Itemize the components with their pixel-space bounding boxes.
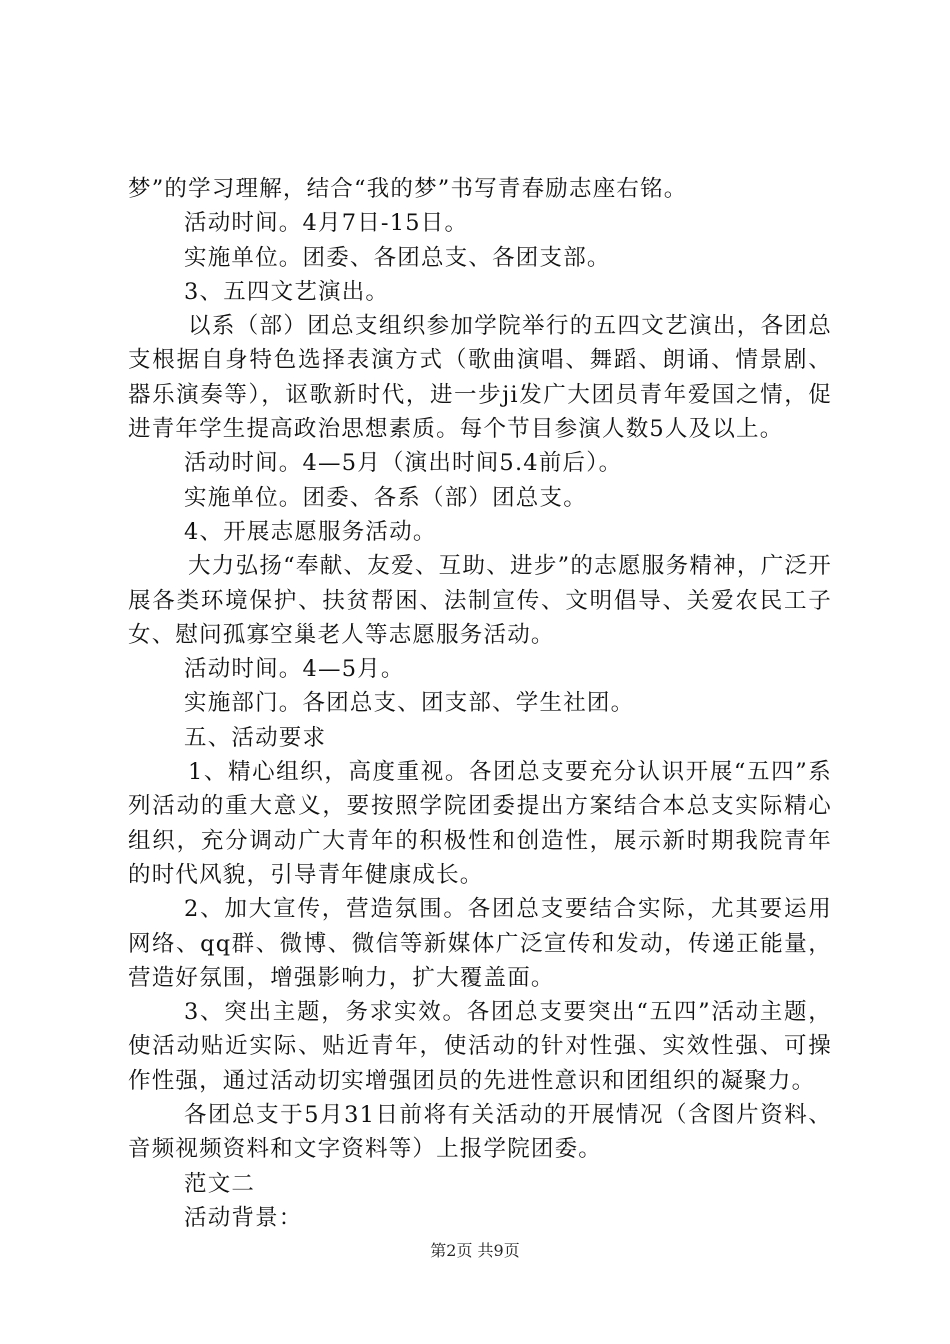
paragraph: 3、五四文艺演出。 xyxy=(184,278,390,305)
paragraph: 各团总支于5月31日前将有关活动的开展情况（含图片资料、音频视频资料和文字资料等）上报学院团委。 xyxy=(128,1102,832,1163)
paragraph: 1、精心组织，高度重视。各团总支要充分认识开展“五四”系列活动的重大意义，要按照学院团委提出方案结合本总支实际精心组织，充分调动广大青年的积极性和创造性，展示新时期我院青年的时代风貌，引导青年健康成长。 xyxy=(128,759,832,888)
paragraph: 3、突出主题，务求实效。各团总支要突出“五四”活动主题，使活动贴近实际、贴近青年，使活动的针对性强、实效性强、可操作性强，通过活动切实增强团员的先进性意识和团组织的凝聚力。 xyxy=(128,999,832,1094)
paragraph: 活动时间。4—5月。 xyxy=(184,656,405,683)
paragraph: 实施部门。各团总支、团支部、学生社团。 xyxy=(184,690,635,717)
paragraph: 活动时间。4—5月（演出时间5.4前后）。 xyxy=(184,450,623,477)
paragraph: 活动时间。4月7日-15日。 xyxy=(184,210,469,237)
paragraph: 实施单位。团委、各系（部）团总支。 xyxy=(184,484,587,511)
paragraph: 梦”的学习理解，结合“我的梦”书写青春励志座右铭。 xyxy=(128,176,688,202)
paragraph: 以系（部）团总支组织参加学院举行的五四文艺演出，各团总支根据自身特色选择表演方式（歌曲演唱、舞蹈、朗诵、情景剧、器乐演奏等），讴歌新时代，进一步ji发广大团员青年爱国之情，促进青年学生提高政治思想素质。每个节目参演人数5人及以上。 xyxy=(128,313,832,443)
paragraph: 2、加大宣传，营造氛围。各团总支要结合实际，尤其要运用网络、qq群、微博、微信等新媒体广泛宣传和发动，传递正能量，营造好氛围，增强影响力，扩大覆盖面。 xyxy=(128,896,832,991)
paragraph: 实施单位。团委、各团总支、各团支部。 xyxy=(184,244,611,271)
document-body xyxy=(128,172,832,1235)
page-footer: 第2页 共9页 xyxy=(430,1241,520,1260)
paragraph: 大力弘扬“奉献、友爱、互助、进步”的志愿服务精神，广泛开展各类环境保护、扶贫帮困、法制宣传、文明倡导、关爱农民工子女、慰问孤寡空巢老人等志愿服务活动。 xyxy=(128,553,832,648)
paragraph: 4、开展志愿服务活动。 xyxy=(184,518,437,545)
section-heading: 范文二 xyxy=(184,1170,256,1197)
paragraph: 活动背景： xyxy=(184,1204,303,1231)
section-heading: 五、活动要求 xyxy=(184,724,327,751)
